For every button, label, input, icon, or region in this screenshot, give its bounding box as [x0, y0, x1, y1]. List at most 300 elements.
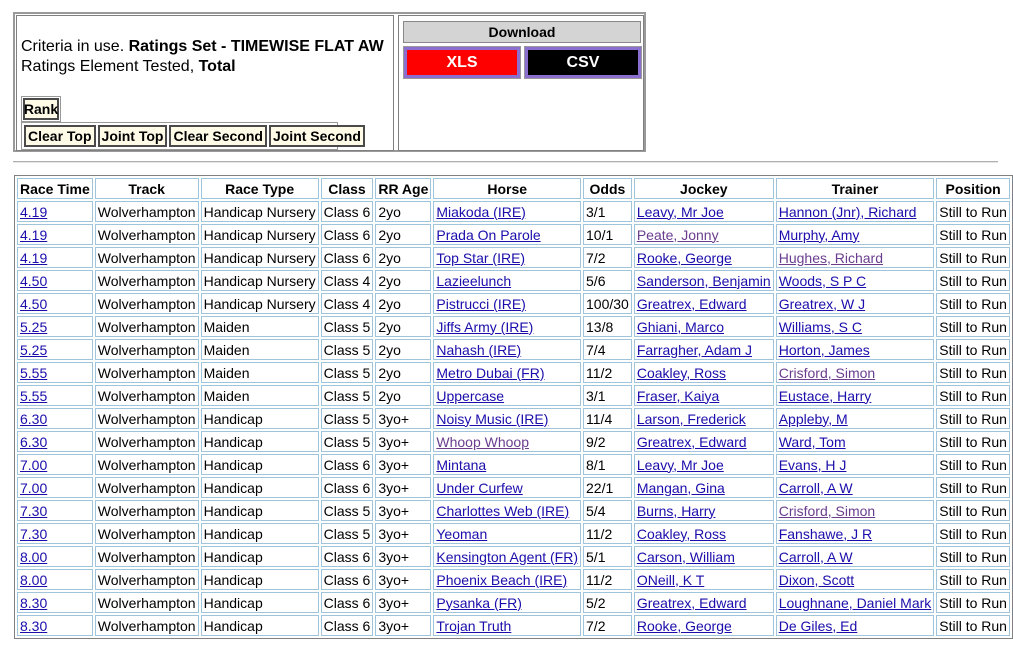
jockey-link[interactable]: Leavy, Mr Joe	[636, 203, 724, 220]
horse-link[interactable]: Whoop Whoop	[436, 433, 529, 450]
race-time-cell	[17, 477, 93, 498]
trainer-link[interactable]: Horton, James	[778, 341, 870, 358]
odds-cell: 22/1	[583, 477, 632, 498]
download-csv-button[interactable]: CSV	[525, 47, 641, 78]
race-type-cell: Maiden	[201, 385, 319, 406]
position-cell: Still to Run	[936, 546, 1010, 567]
horse-link[interactable]: Pysanka (FR)	[436, 594, 522, 611]
trainer-cell	[776, 569, 935, 590]
trainer-link[interactable]: Carroll, A W	[778, 479, 853, 496]
race-time-link[interactable]: 4.19	[20, 203, 48, 220]
jockey-cell	[634, 224, 774, 245]
trainer-cell	[776, 615, 935, 636]
race-time-cell	[17, 385, 93, 406]
race-time-cell	[17, 431, 93, 452]
class-cell: Class 4	[321, 270, 374, 291]
criteria-element-line	[21, 58, 236, 76]
race-time-cell	[17, 569, 93, 590]
race-time-link[interactable]: 8.00	[20, 571, 48, 588]
class-cell: Class 5	[321, 500, 374, 521]
trainer-link[interactable]: Fanshawe, J R	[778, 525, 873, 542]
rr-age-cell: 2yo	[375, 316, 431, 337]
trainer-link[interactable]: Williams, S C	[778, 318, 862, 335]
horse-cell	[433, 477, 581, 498]
rr-age-cell: 3yo+	[375, 592, 431, 613]
column-header-race-type: Race Type	[201, 178, 319, 199]
odds-cell: 11/2	[583, 523, 632, 544]
trainer-link[interactable]: Woods, S P C	[778, 272, 867, 289]
horse-link[interactable]: Mintana	[436, 456, 487, 473]
jockey-link[interactable]: Coakley, Ross	[636, 364, 727, 381]
rr-age-cell: 3yo+	[375, 615, 431, 636]
table-row	[17, 454, 1010, 475]
class-cell: Class 6	[321, 477, 374, 498]
position-cell: Still to Run	[936, 615, 1010, 636]
trainer-cell	[776, 247, 935, 268]
position-cell: Still to Run	[936, 408, 1010, 429]
rr-age-cell: 2yo	[375, 247, 431, 268]
jockey-cell	[634, 546, 774, 567]
race-time-link[interactable]: 4.50	[20, 272, 48, 289]
race-time-link[interactable]: 6.30	[20, 410, 48, 427]
rr-age-cell: 3yo+	[375, 523, 431, 544]
position-cell: Still to Run	[936, 293, 1010, 314]
jockey-link[interactable]: Rooke, George	[636, 617, 732, 634]
track-cell: Wolverhampton	[95, 293, 199, 314]
horse-cell	[433, 454, 581, 475]
jockey-cell	[634, 385, 774, 406]
trainer-link[interactable]: Eustace, Harry	[778, 387, 872, 404]
horse-link[interactable]: Uppercase	[436, 387, 505, 404]
horse-link[interactable]: Top Star (IRE)	[436, 249, 526, 266]
race-time-cell	[17, 362, 93, 383]
odds-cell: 3/1	[583, 385, 632, 406]
trainer-link[interactable]: Appleby, M	[778, 410, 848, 427]
class-cell: Class 6	[321, 615, 374, 636]
jockey-cell	[634, 201, 774, 222]
column-header-rr-age: RR Age	[375, 178, 431, 199]
rank-container	[21, 96, 61, 122]
rr-age-cell: 3yo+	[375, 454, 431, 475]
class-cell: Class 5	[321, 339, 374, 360]
trainer-link[interactable]: Ward, Tom	[778, 433, 846, 450]
race-time-link[interactable]: 5.55	[20, 364, 48, 381]
horse-cell	[433, 523, 581, 544]
table-row	[17, 339, 1010, 360]
position-cell: Still to Run	[936, 592, 1010, 613]
rr-age-cell: 3yo+	[375, 408, 431, 429]
horse-cell	[433, 431, 581, 452]
race-time-link[interactable]: 6.30	[20, 433, 48, 450]
trainer-link[interactable]: Crisford, Simon	[778, 502, 876, 519]
odds-cell: 7/2	[583, 615, 632, 636]
track-cell: Wolverhampton	[95, 408, 199, 429]
race-time-link[interactable]: 5.25	[20, 318, 48, 335]
class-cell: Class 6	[321, 569, 374, 590]
track-cell: Wolverhampton	[95, 270, 199, 291]
jockey-link[interactable]: Burns, Harry	[636, 502, 716, 519]
horse-link[interactable]: Nahash (IRE)	[436, 341, 522, 358]
class-cell: Class 5	[321, 362, 374, 383]
race-type-cell: Handicap	[201, 592, 319, 613]
position-cell: Still to Run	[936, 201, 1010, 222]
horse-cell	[433, 500, 581, 521]
jockey-link[interactable]: Greatrex, Edward	[636, 433, 747, 450]
trainer-link[interactable]: De Giles, Ed	[778, 617, 858, 634]
race-time-cell	[17, 316, 93, 337]
race-time-cell	[17, 615, 93, 636]
trainer-cell	[776, 385, 935, 406]
horse-cell	[433, 592, 581, 613]
position-cell: Still to Run	[936, 385, 1010, 406]
horse-cell	[433, 546, 581, 567]
download-title: Download	[403, 21, 641, 43]
rr-age-cell: 2yo	[375, 385, 431, 406]
class-cell: Class 5	[321, 408, 374, 429]
track-cell: Wolverhampton	[95, 385, 199, 406]
column-header-trainer: Trainer	[776, 178, 935, 199]
trainer-link[interactable]: Greatrex, W J	[778, 295, 866, 312]
horse-link[interactable]: Jiffs Army (IRE)	[436, 318, 534, 335]
trainer-link[interactable]: Carroll, A W	[778, 548, 853, 565]
race-time-cell	[17, 270, 93, 291]
rr-age-cell: 3yo+	[375, 431, 431, 452]
element-prefix: Ratings Element Tested,	[21, 58, 199, 75]
race-time-link[interactable]: 4.19	[20, 249, 48, 266]
column-header-odds: Odds	[583, 178, 632, 199]
race-type-cell: Handicap	[201, 408, 319, 429]
odds-cell: 7/4	[583, 339, 632, 360]
horse-link[interactable]: Kensington Agent (FR)	[436, 548, 579, 565]
race-type-cell: Handicap Nursery	[201, 293, 319, 314]
trainer-cell	[776, 316, 935, 337]
race-time-link[interactable]: 8.30	[20, 617, 48, 634]
jockey-link[interactable]: Peate, Jonny	[636, 226, 719, 243]
position-cell: Still to Run	[936, 270, 1010, 291]
rank-button[interactable]: Rank	[23, 98, 59, 120]
track-cell: Wolverhampton	[95, 569, 199, 590]
jockey-link[interactable]: Larson, Frederick	[636, 410, 746, 427]
race-type-cell: Handicap	[201, 546, 319, 567]
horse-cell	[433, 224, 581, 245]
trainer-link[interactable]: Evans, H J	[778, 456, 847, 473]
jockey-link[interactable]: Greatrex, Edward	[636, 594, 747, 611]
jockey-link[interactable]: Fraser, Kaiya	[636, 387, 720, 404]
table-row	[17, 523, 1010, 544]
element-value: Total	[198, 58, 236, 75]
jockey-link[interactable]: Carson, William	[636, 548, 735, 565]
class-cell: Class 6	[321, 454, 374, 475]
track-cell: Wolverhampton	[95, 500, 199, 521]
track-cell: Wolverhampton	[95, 339, 199, 360]
race-time-cell	[17, 293, 93, 314]
ratings-set-value: Ratings Set - TIMEWISE FLAT AW	[128, 38, 384, 55]
horse-link[interactable]: Charlottes Web (IRE)	[436, 502, 570, 519]
horse-link[interactable]: Under Curfew	[436, 479, 523, 496]
jockey-cell	[634, 316, 774, 337]
rr-age-cell: 2yo	[375, 339, 431, 360]
horse-link[interactable]: Metro Dubai (FR)	[436, 364, 545, 381]
class-cell: Class 6	[321, 224, 374, 245]
trainer-cell	[776, 454, 935, 475]
trainer-link[interactable]: Loughnane, Daniel Mark	[778, 594, 932, 611]
race-time-link[interactable]: 5.55	[20, 387, 48, 404]
table-row	[17, 546, 1010, 567]
table-row	[17, 293, 1010, 314]
jockey-cell	[634, 500, 774, 521]
column-header-class: Class	[321, 178, 374, 199]
position-cell: Still to Run	[936, 500, 1010, 521]
trainer-cell	[776, 224, 935, 245]
race-type-cell: Maiden	[201, 316, 319, 337]
trainer-cell	[776, 477, 935, 498]
column-header-race-time: Race Time	[17, 178, 93, 199]
position-cell: Still to Run	[936, 569, 1010, 590]
jockey-link[interactable]: Farragher, Adam J	[636, 341, 753, 358]
class-cell: Class 6	[321, 201, 374, 222]
jockey-cell	[634, 247, 774, 268]
horse-cell	[433, 293, 581, 314]
table-row	[17, 569, 1010, 590]
race-type-cell: Handicap Nursery	[201, 247, 319, 268]
trainer-cell	[776, 523, 935, 544]
jockey-link[interactable]: Rooke, George	[636, 249, 732, 266]
rr-age-cell: 2yo	[375, 362, 431, 383]
trainer-link[interactable]: Murphy, Amy	[778, 226, 860, 243]
race-time-link[interactable]: 5.25	[20, 341, 48, 358]
table-row	[17, 201, 1010, 222]
race-time-cell	[17, 592, 93, 613]
horse-cell	[433, 569, 581, 590]
rr-age-cell: 3yo+	[375, 500, 431, 521]
jockey-link[interactable]: Mangan, Gina	[636, 479, 725, 496]
horse-cell	[433, 615, 581, 636]
race-time-link[interactable]: 8.30	[20, 594, 48, 611]
track-cell: Wolverhampton	[95, 316, 199, 337]
trainer-cell	[776, 546, 935, 567]
track-cell: Wolverhampton	[95, 592, 199, 613]
horse-cell	[433, 408, 581, 429]
jockey-link[interactable]: Ghiani, Marco	[636, 318, 724, 335]
joint-second-button[interactable]: Joint Second	[269, 125, 365, 147]
odds-cell: 5/1	[583, 546, 632, 567]
race-time-link[interactable]: 4.19	[20, 226, 48, 243]
criteria-prefix: Criteria in use.	[21, 38, 129, 55]
position-cell: Still to Run	[936, 523, 1010, 544]
track-cell: Wolverhampton	[95, 362, 199, 383]
race-type-cell: Handicap Nursery	[201, 201, 319, 222]
trainer-link[interactable]: Crisford, Simon	[778, 364, 876, 381]
track-cell: Wolverhampton	[95, 201, 199, 222]
clear-second-button[interactable]: Clear Second	[169, 125, 266, 147]
track-cell: Wolverhampton	[95, 523, 199, 544]
race-time-cell	[17, 224, 93, 245]
trainer-cell	[776, 270, 935, 291]
race-time-cell	[17, 454, 93, 475]
jockey-cell	[634, 270, 774, 291]
trainer-link[interactable]: Hughes, Richard	[778, 249, 883, 266]
trainer-cell	[776, 293, 935, 314]
horse-cell	[433, 201, 581, 222]
position-filter-buttons	[21, 122, 361, 150]
horse-link[interactable]: Prada On Parole	[436, 226, 541, 243]
race-time-link[interactable]: 4.50	[20, 295, 48, 312]
position-cell: Still to Run	[936, 454, 1010, 475]
race-type-cell: Handicap	[201, 431, 319, 452]
class-cell: Class 6	[321, 247, 374, 268]
criteria-box	[16, 15, 394, 151]
table-row	[17, 270, 1010, 291]
horse-cell	[433, 247, 581, 268]
horse-link[interactable]: Lazieelunch	[436, 272, 512, 289]
jockey-cell	[634, 454, 774, 475]
criteria-ratings-set-line	[21, 38, 384, 56]
jockey-link[interactable]: Sanderson, Benjamin	[636, 272, 771, 289]
trainer-cell	[776, 408, 935, 429]
table-header-row	[17, 178, 1010, 199]
race-type-cell: Maiden	[201, 362, 319, 383]
odds-cell: 10/1	[583, 224, 632, 245]
horse-cell	[433, 270, 581, 291]
race-time-cell	[17, 201, 93, 222]
table-row	[17, 385, 1010, 406]
track-cell: Wolverhampton	[95, 477, 199, 498]
criteria-panel	[13, 12, 646, 152]
odds-cell: 11/4	[583, 408, 632, 429]
race-time-cell	[17, 523, 93, 544]
class-cell: Class 5	[321, 385, 374, 406]
table-row	[17, 431, 1010, 452]
trainer-link[interactable]: Hannon (Jnr), Richard	[778, 203, 917, 220]
class-cell: Class 6	[321, 546, 374, 567]
race-time-link[interactable]: 7.30	[20, 525, 48, 542]
position-cell: Still to Run	[936, 431, 1010, 452]
trainer-cell	[776, 431, 935, 452]
column-header-track: Track	[95, 178, 199, 199]
odds-cell: 5/2	[583, 592, 632, 613]
odds-cell: 13/8	[583, 316, 632, 337]
column-header-horse: Horse	[433, 178, 581, 199]
class-cell: Class 6	[321, 592, 374, 613]
odds-cell: 7/2	[583, 247, 632, 268]
horse-cell	[433, 385, 581, 406]
rr-age-cell: 2yo	[375, 224, 431, 245]
race-time-cell	[17, 408, 93, 429]
table-row	[17, 316, 1010, 337]
horse-link[interactable]: Yeoman	[436, 525, 488, 542]
rr-age-cell: 3yo+	[375, 477, 431, 498]
jockey-cell	[634, 408, 774, 429]
download-xls-button[interactable]: XLS	[404, 47, 520, 78]
trainer-cell	[776, 500, 935, 521]
horse-link[interactable]: Pistrucci (IRE)	[436, 295, 526, 312]
rr-age-cell: 3yo+	[375, 546, 431, 567]
jockey-link[interactable]: Leavy, Mr Joe	[636, 456, 724, 473]
race-time-cell	[17, 247, 93, 268]
horse-link[interactable]: Phoenix Beach (IRE)	[436, 571, 568, 588]
odds-cell: 5/6	[583, 270, 632, 291]
trainer-cell	[776, 339, 935, 360]
class-cell: Class 5	[321, 523, 374, 544]
position-cell: Still to Run	[936, 247, 1010, 268]
race-time-cell	[17, 500, 93, 521]
horse-link[interactable]: Trojan Truth	[436, 617, 512, 634]
race-time-cell	[17, 546, 93, 567]
column-header-position: Position	[936, 178, 1010, 199]
race-time-link[interactable]: 7.00	[20, 456, 48, 473]
horse-link[interactable]: Noisy Music (IRE)	[436, 410, 549, 427]
trainer-cell	[776, 592, 935, 613]
race-time-link[interactable]: 7.00	[20, 479, 48, 496]
table-row	[17, 247, 1010, 268]
jockey-cell	[634, 477, 774, 498]
horse-link[interactable]: Miakoda (IRE)	[436, 203, 526, 220]
rr-age-cell: 2yo	[375, 201, 431, 222]
track-cell: Wolverhampton	[95, 615, 199, 636]
joint-top-button[interactable]: Joint Top	[98, 125, 168, 147]
race-type-cell: Handicap	[201, 523, 319, 544]
table-row	[17, 224, 1010, 245]
table-row	[17, 592, 1010, 613]
table-row	[17, 408, 1010, 429]
track-cell: Wolverhampton	[95, 431, 199, 452]
position-cell: Still to Run	[936, 339, 1010, 360]
jockey-cell	[634, 592, 774, 613]
position-cell: Still to Run	[936, 362, 1010, 383]
race-type-cell: Handicap	[201, 454, 319, 475]
clear-top-button[interactable]: Clear Top	[24, 125, 96, 147]
odds-cell: 11/2	[583, 569, 632, 590]
divider	[13, 161, 998, 163]
jockey-cell	[634, 569, 774, 590]
download-box	[398, 15, 644, 151]
jockey-link[interactable]: ONeill, K T	[636, 571, 705, 588]
jockey-link[interactable]: Greatrex, Edward	[636, 295, 747, 312]
race-time-link[interactable]: 7.30	[20, 502, 48, 519]
position-cell: Still to Run	[936, 477, 1010, 498]
jockey-cell	[634, 339, 774, 360]
trainer-cell	[776, 201, 935, 222]
jockey-cell	[634, 362, 774, 383]
horse-cell	[433, 316, 581, 337]
odds-cell: 9/2	[583, 431, 632, 452]
results-table	[14, 175, 1013, 639]
trainer-link[interactable]: Dixon, Scott	[778, 571, 855, 588]
rr-age-cell: 2yo	[375, 270, 431, 291]
track-cell: Wolverhampton	[95, 546, 199, 567]
table-row	[17, 362, 1010, 383]
race-type-cell: Handicap	[201, 615, 319, 636]
table-row	[17, 500, 1010, 521]
race-type-cell: Handicap	[201, 500, 319, 521]
race-time-link[interactable]: 8.00	[20, 548, 48, 565]
jockey-cell	[634, 293, 774, 314]
position-cell: Still to Run	[936, 316, 1010, 337]
rr-age-cell: 3yo+	[375, 569, 431, 590]
jockey-link[interactable]: Coakley, Ross	[636, 525, 727, 542]
jockey-cell	[634, 431, 774, 452]
rr-age-cell: 2yo	[375, 293, 431, 314]
table-row	[17, 615, 1010, 636]
track-cell: Wolverhampton	[95, 224, 199, 245]
trainer-cell	[776, 362, 935, 383]
race-type-cell: Handicap	[201, 569, 319, 590]
jockey-cell	[634, 523, 774, 544]
odds-cell: 8/1	[583, 454, 632, 475]
odds-cell: 100/30	[583, 293, 632, 314]
track-cell: Wolverhampton	[95, 454, 199, 475]
class-cell: Class 4	[321, 293, 374, 314]
